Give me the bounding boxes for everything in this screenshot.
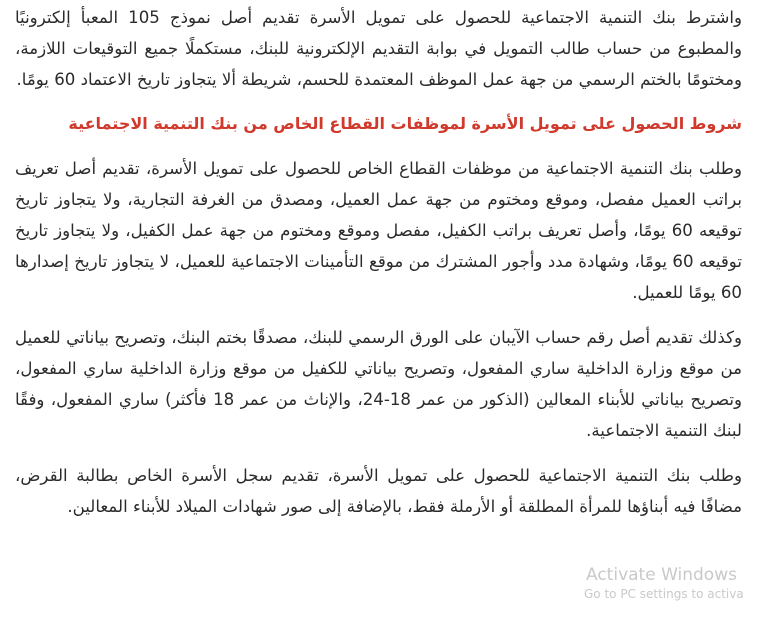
paragraph-private-sector-requirements: وطلب بنك التنمية الاجتماعية من موظفات القطاع الخاص للحصول على تمويل الأسرة، تقديم أصل تعريف براتب العميل مفصل، وموقع ومختوم من جهة عمل العميل، ومصدق من الغرفة التجارية، ولا يتجاوز تاريخ توقيعه 60 يومًا، وأصل تعريف براتب الكفيل، مفصل وموقع ومختوم من جهة عمل الكفيل، ولا يتجاوز تاريخ توقيعه 60 يومًا، وشهادة مدد وأجور المشترك من موقع التأمينات الاجتماعية للعميل، لا يتجاوز تاريخ إصدارها 60 يومًا للعميل.: [15, 159, 742, 302]
paragraph-family-financing-form: واشترط بنك التنمية الاجتماعية للحصول على تمويل الأسرة تقديم أصل نموذج 105 المعبأ إلكترونيًا والمطبوع من حساب طالب التمويل في بوابة التقديم الإلكترونية للبنك، مستكملًا جميع التوقيعات اللازمة، ومختومًا بالختم الرسمي من جهة عمل الموظف المعتمدة للحسم، شريطة ألا يتجاوز تاريخ الاعتماد 60 يومًا.: [15, 8, 742, 89]
section-heading: شروط الحصول على تمويل الأسرة لموظفات القطاع الخاص من بنك التنمية الاجتماعية: [68, 114, 742, 133]
paragraph-family-record: وطلب بنك التنمية الاجتماعية للحصول على تمويل الأسرة، تقديم سجل الأسرة الخاص بطالبة القرض، مضافًا فيه أبناؤها للمرأة المطلقة أو الأرملة فقط، بالإضافة إلى صور شهادات الميلاد للأبناء المعالين.: [15, 466, 742, 516]
watermark-subtitle: Go to PC settings to activa: [584, 587, 744, 601]
paragraph-iban-and-permits: وكذلك تقديم أصل رقم حساب الآيبان على الورق الرسمي للبنك، مصدقًا بختم البنك، وتصريح بياناتي للعميل من موقع وزارة الداخلية ساري المفعول، وتصريح بياناتي للكفيل من موقع وزارة الداخلية ساري المفعول، وتصريح بياناتي للأبناء المعالين (الذكور من عمر 18-24، والإناث من عمر 18 فأكثر) ساري المفعول، وفقًا لبنك التنمية الاجتماعية.: [15, 328, 742, 440]
article-body: [15, 0, 742, 522]
activate-windows-watermark: [586, 564, 744, 602]
watermark-title: Activate Windows: [586, 565, 737, 585]
